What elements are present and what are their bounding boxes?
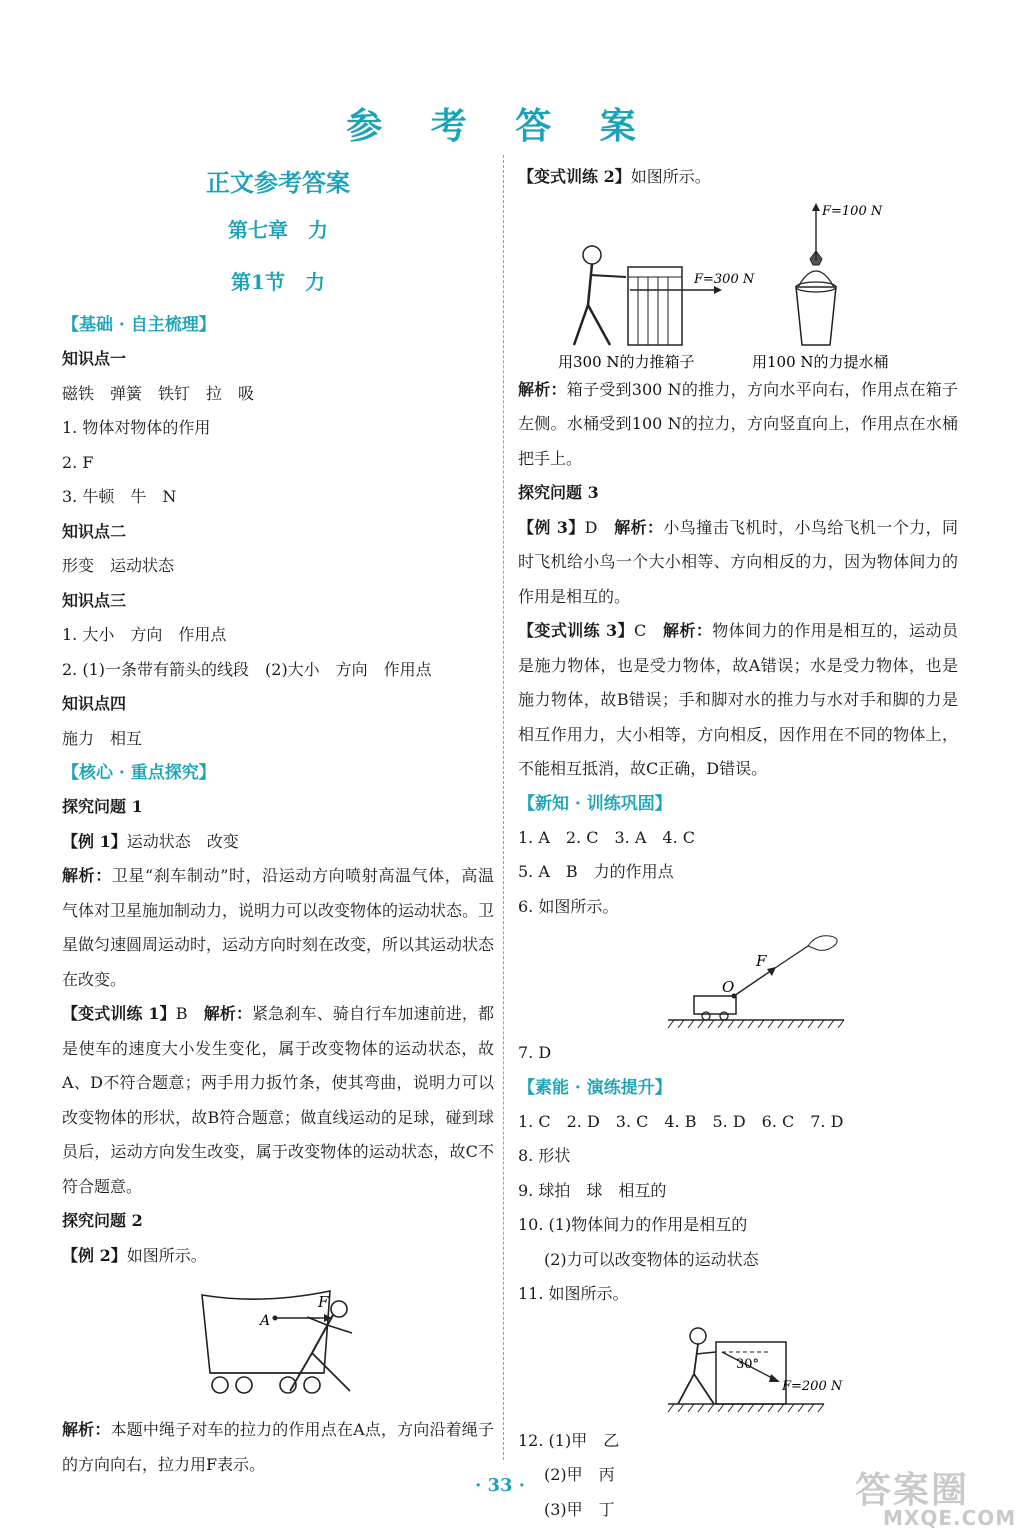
page-number: · 33 · (474, 1475, 526, 1496)
figure-label-o: O (722, 978, 735, 996)
answer-line: 磁铁 弹簧 铁钉 拉 吸 (62, 383, 255, 403)
variant-label: 【变式训练 3】 (518, 621, 634, 640)
answer-line: 1. C 2. D 3. C 4. B 5. D 6. C 7. D (518, 1111, 844, 1131)
analysis-label: 解析： (62, 866, 112, 885)
answer-line: 1. 物体对物体的作用 (62, 418, 211, 437)
variant-2-analysis (518, 373, 958, 477)
analysis-text: 小鸟撞击飞机时，小鸟给飞机一个力，同时飞机给小鸟一个大小相等、方向相反的力，因为物体间力的作用是相互的。 (518, 517, 958, 606)
page-title: 参 考 答 案 (346, 105, 654, 147)
variant-answer: C (633, 621, 664, 640)
figure-caption-push: 用300 N的力推箱子 (558, 352, 695, 371)
example-answer: 如图所示。 (126, 1245, 207, 1265)
knowledge-point-3: 知识点三 (62, 590, 127, 610)
variant-answer: B (175, 1004, 204, 1023)
watermark-bottom: MXQE.COM (883, 1506, 1016, 1530)
watermark-top: 答案圈 (855, 1470, 970, 1511)
lesson-title: 第1节 力 (231, 270, 325, 294)
variant-1 (62, 997, 494, 1204)
example-answer: D (584, 517, 615, 537)
question-heading-1: 探究问题 1 (62, 797, 143, 816)
watermark (855, 1462, 1016, 1530)
analysis-label: 解析： (62, 1420, 111, 1439)
figure-push-box-angle (518, 1312, 958, 1424)
example-label: 【例 1】 (62, 831, 127, 851)
figure-label-angle: 30° (736, 1356, 760, 1372)
right-column (518, 160, 958, 1527)
tag-basic: 【基础 · 自主梳理】 (62, 315, 216, 335)
answer-line: 11. 如图所示。 (518, 1284, 629, 1303)
figure-label-lift-force: F=100 N (822, 203, 883, 219)
answer-line: (3)甲 丁 (544, 1499, 615, 1519)
analysis-text: 物体间力的作用是相互的，运动员是施力物体，也是受力物体，故A错误；水是受力物体，也是施力物体，故B错误；手和脚对水的推力与水对手和脚的力是相互作用力，大小相等，方向相反，因作用在不同的物体上，不能相互抵消，故C正确，D错误。 (518, 621, 958, 778)
example-label: 【例 2】 (62, 1245, 127, 1265)
variant-answer: 如图所示。 (630, 167, 711, 186)
analysis-label: 解析： (518, 379, 567, 399)
answer-line: 2. F (62, 452, 94, 472)
figure-label-force: F=200 N (782, 1378, 843, 1394)
variant-label: 【变式训练 2】 (518, 167, 631, 186)
column-divider (503, 155, 504, 1460)
answer-line: 6. 如图所示。 (518, 896, 619, 916)
answer-line: 12. (1)甲 乙 (518, 1430, 620, 1450)
answer-line: 1. A 2. C 3. A 4. C (518, 827, 696, 847)
knowledge-point-4: 知识点四 (62, 694, 127, 713)
example-2-analysis (62, 1413, 494, 1482)
knowledge-point-1: 知识点一 (62, 349, 127, 368)
left-column (62, 160, 494, 1482)
analysis-label: 解析： (203, 1004, 253, 1023)
variant-3 (518, 614, 958, 787)
example-1 (62, 825, 494, 860)
tag-core: 【核心 · 重点探究】 (62, 763, 216, 783)
example-1-analysis (62, 859, 494, 997)
variant-2 (518, 160, 958, 195)
question-heading-3: 探究问题 3 (518, 483, 599, 502)
analysis-label: 解析： (663, 621, 713, 640)
analysis-text: 紧急刹车、骑自行车加速前进，都是使车的速度大小发生变化，属于改变物体的运动状态，故A、D不符合题意；两手用力扳竹条，使其弯曲，说明力可以改变物体的形状，故B符合题意；做直线运动的足球，碰到球员后，运动方向发生改变，属于改变物体的运动状态，故C不符合题意。 (62, 1004, 494, 1196)
answer-line: (2)力可以改变物体的运动状态 (544, 1249, 759, 1269)
example-answer: 运动状态 改变 (126, 831, 239, 851)
example-2 (62, 1239, 494, 1274)
figure-label-f: F (756, 952, 767, 970)
example-label: 【例 3】 (518, 517, 585, 537)
variant-label: 【变式训练 1】 (62, 1004, 176, 1023)
figure-label-f: F (318, 1293, 329, 1311)
answer-line: 形变 运动状态 (62, 556, 175, 575)
knowledge-point-2: 知识点二 (62, 521, 127, 541)
figure-label-a: A (260, 1313, 271, 1329)
analysis-text: 本题中绳子对车的拉力的作用点在A点，方向沿着绳子的方向向右，拉力用F表示。 (62, 1420, 494, 1474)
answer-line: 5. A B 力的作用点 (518, 862, 674, 881)
tag-new-knowledge: 【新知 · 训练巩固】 (518, 793, 672, 814)
chapter-title: 第七章 力 (228, 218, 328, 242)
answer-line: 9. 球拍 球 相互的 (518, 1180, 667, 1200)
answer-line: 施力 相互 (62, 728, 143, 748)
answer-line: 3. 牛顿 牛 N (62, 487, 177, 506)
analysis-text: 箱子受到300 N的推力，方向水平向右，作用点在箱子左侧。水桶受到100 N的拉力，方向竖直向上，作用点在水桶把手上。 (518, 379, 958, 468)
analysis-text: 卫星“刹车制动”时，沿运动方向喷射高温气体，高温气体对卫星施加制动力，说明力可以改变物体的运动状态。卫星做匀速圆周运动时，运动方向时刻在改变，所以其运动状态在改变。 (62, 866, 495, 989)
question-heading-2: 探究问题 2 (62, 1211, 143, 1230)
tag-ability: 【素能 · 演练提升】 (518, 1077, 672, 1098)
answer-line: 7. D (518, 1043, 552, 1062)
answer-line: 10. (1)物体间力的作用是相互的 (518, 1215, 748, 1234)
example-3 (518, 511, 958, 615)
answer-line: (2)甲 丙 (544, 1465, 615, 1484)
answer-line: 1. 大小 方向 作用点 (62, 625, 227, 644)
analysis-label: 解析： (614, 517, 664, 537)
figure-cart-pull (62, 1273, 494, 1413)
figure-label-push-force: F=300 N (694, 271, 755, 287)
figure-cart-force (518, 924, 958, 1036)
answer-line: 8. 形状 (518, 1146, 571, 1165)
figure-caption-lift: 用100 N的力提水桶 (752, 352, 889, 371)
figure-push-and-lift (518, 195, 958, 371)
section-title: 正文参考答案 (206, 168, 350, 197)
answer-line: 2. (1)一条带有箭头的线段 (2)大小 方向 作用点 (62, 659, 432, 679)
